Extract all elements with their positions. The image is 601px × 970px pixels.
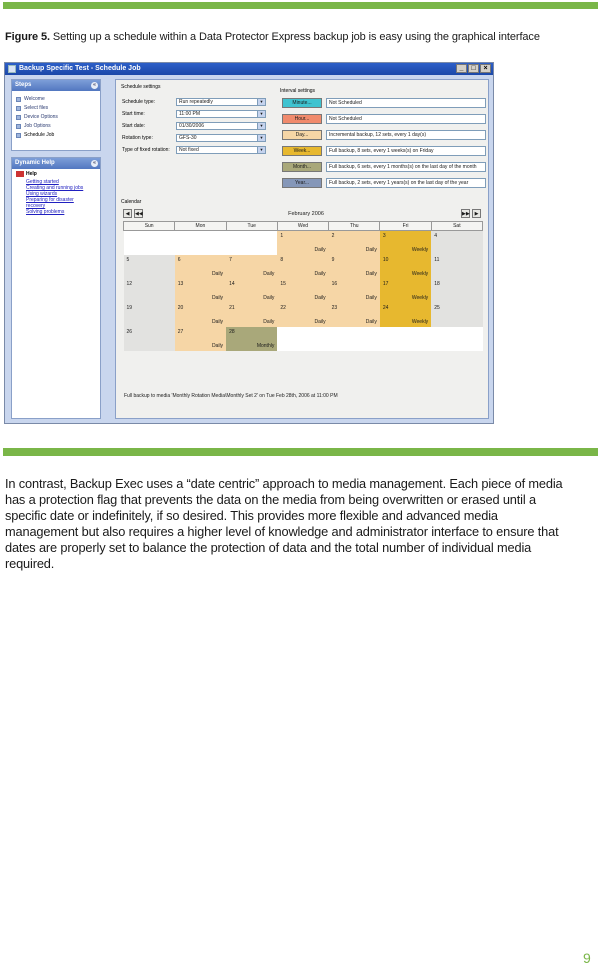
calendar-day[interactable] bbox=[226, 255, 277, 279]
help-link[interactable]: Using wizards bbox=[26, 191, 58, 197]
calendar-day[interactable] bbox=[431, 279, 482, 303]
day-job-label: Weekly bbox=[411, 247, 429, 253]
help-title bbox=[12, 169, 100, 179]
fixed-rotation-value: Not fixed bbox=[179, 147, 199, 153]
day-job-label: Daily bbox=[314, 319, 326, 325]
day-job-label: Daily bbox=[263, 319, 275, 325]
day-number: 25 bbox=[434, 305, 440, 311]
step-select-files[interactable] bbox=[12, 104, 100, 113]
calendar-day[interactable] bbox=[431, 255, 482, 279]
interval-value: Full backup, 6 sets, every 1 months(s) on the last day of the month bbox=[326, 162, 486, 172]
day-number: 13 bbox=[177, 281, 184, 287]
schedule-type-label: Schedule type: bbox=[122, 99, 156, 105]
calendar-day[interactable] bbox=[226, 303, 277, 327]
calendar-day[interactable] bbox=[329, 303, 380, 327]
calendar-week bbox=[124, 231, 483, 256]
start-time-label: Start time: bbox=[122, 111, 145, 117]
help-book-icon bbox=[16, 171, 24, 177]
app-icon bbox=[8, 65, 16, 73]
calendar-day[interactable] bbox=[329, 279, 380, 303]
weekday-header: Tue bbox=[226, 222, 277, 231]
day-number: 10 bbox=[382, 257, 389, 263]
day-number: 28 bbox=[229, 329, 235, 335]
calendar-day[interactable] bbox=[380, 255, 431, 279]
rotation-type-label: Rotation type: bbox=[122, 135, 153, 141]
day-number: 1 bbox=[280, 233, 284, 239]
schedule-icon bbox=[16, 133, 21, 138]
help-link[interactable]: Creating and running jobs bbox=[26, 185, 84, 191]
day-number: 5 bbox=[126, 257, 130, 263]
calendar-day[interactable] bbox=[431, 231, 482, 256]
day-number: 9 bbox=[331, 257, 335, 263]
day-number: 7 bbox=[229, 257, 232, 263]
body-line: specific date or indefinitely, if so desired. This provides more flexible and advanced media bbox=[5, 508, 498, 523]
body-line: has a protection flag that prevents the data on the media from being overwritten or erased until a bbox=[5, 492, 536, 507]
day-job-label: Daily bbox=[314, 271, 326, 277]
job-icon bbox=[16, 124, 21, 129]
day-job-label: Monthly bbox=[256, 343, 275, 349]
calendar-week bbox=[124, 279, 483, 303]
calendar-day[interactable] bbox=[329, 255, 380, 279]
body-line: dates are properly set to balance the protection of data and the total number of individual media bbox=[5, 540, 532, 555]
day-number: 12 bbox=[126, 281, 133, 287]
calendar-grid bbox=[123, 221, 483, 351]
figure-caption bbox=[5, 31, 540, 43]
dropdown-icon: ▼ bbox=[257, 99, 265, 105]
calendar-day[interactable] bbox=[175, 303, 226, 327]
day-number: 4 bbox=[434, 233, 437, 239]
calendar-day bbox=[277, 327, 328, 351]
day-job-label: Weekly bbox=[411, 271, 429, 277]
step-job-options[interactable] bbox=[12, 122, 100, 131]
day-number: 15 bbox=[280, 281, 286, 287]
weekday-header: Thu bbox=[329, 222, 380, 231]
body-paragraph bbox=[5, 476, 600, 572]
day-number: 11 bbox=[434, 257, 440, 263]
dropdown-icon: ▼ bbox=[257, 111, 265, 117]
figure-label: Figure 5. bbox=[5, 31, 50, 43]
close-button[interactable]: × bbox=[480, 64, 491, 73]
day-number: 3 bbox=[382, 233, 386, 239]
files-icon bbox=[16, 106, 21, 111]
next-month-button[interactable]: ▶ bbox=[472, 209, 481, 218]
step-schedule-job[interactable] bbox=[12, 131, 100, 140]
calendar-day[interactable] bbox=[277, 279, 328, 303]
interval-button[interactable]: Month... bbox=[282, 162, 322, 172]
day-number: 19 bbox=[126, 305, 133, 311]
interval-button[interactable]: Hour... bbox=[282, 114, 322, 124]
calendar-day[interactable] bbox=[329, 231, 380, 256]
fixed-rotation-select[interactable] bbox=[176, 146, 266, 154]
prev-month-button[interactable]: ◀ bbox=[123, 209, 132, 218]
page-number: 9 bbox=[583, 950, 591, 966]
day-job-label: Daily bbox=[263, 271, 275, 277]
calendar-day[interactable] bbox=[175, 255, 226, 279]
step-device-options[interactable] bbox=[12, 113, 100, 122]
calendar-day bbox=[175, 231, 226, 256]
weekday-header: Mon bbox=[175, 222, 226, 231]
weekday-header: Wed bbox=[277, 222, 328, 231]
weekday-header: Sun bbox=[124, 222, 175, 231]
maximize-button[interactable]: □ bbox=[468, 64, 479, 73]
day-number: 24 bbox=[382, 305, 389, 311]
calendar-week bbox=[124, 255, 483, 279]
weekday-header: Fri bbox=[380, 222, 431, 231]
calendar-day[interactable] bbox=[380, 303, 431, 327]
dropdown-icon: ▼ bbox=[257, 147, 265, 153]
steps-header-label: Steps bbox=[15, 82, 32, 88]
schedule-type-value: Run repeatedly bbox=[179, 99, 213, 105]
interval-settings-label: Interval settings bbox=[280, 88, 316, 94]
step-label: Job Options bbox=[24, 123, 51, 129]
day-number: 2 bbox=[331, 233, 335, 239]
start-date-input[interactable] bbox=[176, 122, 266, 130]
window-titlebar bbox=[5, 63, 493, 75]
day-number: 6 bbox=[177, 257, 181, 263]
day-number: 23 bbox=[331, 305, 338, 311]
day-number: 8 bbox=[280, 257, 284, 263]
calendar-day[interactable] bbox=[380, 279, 431, 303]
schedule-job-window bbox=[4, 62, 494, 424]
help-link[interactable]: Solving problems bbox=[26, 209, 65, 215]
step-label: Schedule Job bbox=[24, 132, 55, 138]
day-number: 18 bbox=[434, 281, 440, 287]
dynamic-help-pane bbox=[11, 157, 101, 419]
section-green-rule bbox=[3, 448, 598, 456]
day-number: 21 bbox=[229, 305, 235, 311]
help-link[interactable]: Preparing for disaster bbox=[26, 197, 74, 203]
calendar-day[interactable] bbox=[431, 303, 482, 327]
day-number: 27 bbox=[177, 329, 184, 335]
day-job-label: Daily bbox=[314, 247, 326, 253]
dropdown-icon: ▼ bbox=[257, 135, 265, 141]
calendar-day bbox=[380, 327, 431, 351]
rotation-type-value: GFS-30 bbox=[179, 135, 197, 141]
window-title: Backup Specific Test - Schedule Job bbox=[19, 65, 141, 72]
calendar-day bbox=[329, 327, 380, 351]
day-job-label: Weekly bbox=[411, 295, 429, 301]
dynamic-help-header-label: Dynamic Help bbox=[15, 160, 55, 166]
interval-value: Not Scheduled bbox=[326, 98, 486, 108]
day-job-label: Daily bbox=[365, 319, 377, 325]
interval-button[interactable]: Year... bbox=[282, 178, 322, 188]
calendar-week bbox=[124, 303, 483, 327]
day-number: 22 bbox=[280, 305, 286, 311]
dynamic-help-header bbox=[12, 158, 100, 169]
calendar-day[interactable] bbox=[380, 231, 431, 256]
day-job-label: Daily bbox=[365, 247, 377, 253]
interval-value: Incremental backup, 12 sets, every 1 day(s) bbox=[326, 130, 486, 140]
next-year-button[interactable]: ▶▶ bbox=[462, 211, 470, 217]
calendar-month: February 2006 bbox=[288, 211, 324, 217]
day-job-label: Daily bbox=[365, 271, 377, 277]
calendar-day[interactable] bbox=[277, 255, 328, 279]
day-job-label: Daily bbox=[211, 295, 224, 301]
day-number: 16 bbox=[331, 281, 338, 287]
body-line: management but also requires a higher level of knowledge and administrator interface to ensure that bbox=[5, 524, 559, 539]
calendar-day[interactable] bbox=[124, 279, 175, 303]
start-date-label: Start date: bbox=[122, 123, 146, 129]
fixed-rotation-label: Type of fixed rotation: bbox=[122, 147, 170, 153]
rotation-type-select[interactable] bbox=[176, 134, 266, 142]
interval-button[interactable]: Day... bbox=[282, 130, 322, 140]
day-job-label: Daily bbox=[365, 295, 377, 301]
body-line: In contrast, Backup Exec uses a “date centric” approach to media management. Each piece of media bbox=[5, 476, 563, 491]
calendar-day bbox=[226, 231, 277, 256]
schedule-status: Full backup to media 'Monthly Rotation Media\Monthly Set 2' on Tue Feb 28th, 2006 at 11:00 PM bbox=[124, 393, 338, 399]
calendar-day[interactable] bbox=[277, 303, 328, 327]
start-date-value: 01/30/2006 bbox=[179, 123, 205, 129]
day-job-label: Daily bbox=[263, 295, 275, 301]
day-number: 26 bbox=[126, 329, 133, 335]
schedule-settings-label: Schedule settings bbox=[121, 84, 161, 90]
minimize-button[interactable]: _ bbox=[456, 64, 467, 73]
day-job-label: Daily bbox=[211, 271, 224, 277]
calendar-day bbox=[431, 327, 482, 351]
collapse-icon[interactable]: « bbox=[91, 160, 98, 167]
interval-button[interactable]: Week... bbox=[282, 146, 322, 156]
step-label: Device Options bbox=[24, 114, 58, 120]
day-job-label: Weekly bbox=[411, 319, 429, 325]
welcome-icon bbox=[16, 97, 21, 102]
help-link[interactable]: Getting started bbox=[26, 179, 59, 185]
interval-value: Full backup, 8 sets, every 1 weeks(s) on Friday bbox=[326, 146, 486, 156]
step-label: Select files bbox=[24, 105, 49, 111]
step-label: Welcome bbox=[24, 96, 45, 102]
prev-year-button[interactable]: ◀◀ bbox=[135, 211, 143, 217]
interval-button[interactable]: Minute... bbox=[282, 98, 322, 108]
step-welcome[interactable] bbox=[12, 95, 100, 104]
day-job-label: Daily bbox=[211, 319, 224, 325]
device-icon bbox=[16, 115, 21, 120]
calendar-label: Calendar bbox=[121, 199, 142, 205]
day-job-label: Daily bbox=[211, 343, 224, 349]
day-number: 20 bbox=[177, 305, 184, 311]
body-line: required. bbox=[5, 556, 55, 571]
weekday-header: Sat bbox=[431, 222, 482, 231]
day-number: 17 bbox=[382, 281, 389, 287]
steps-header bbox=[12, 80, 100, 91]
interval-value: Full backup, 2 sets, every 1 years(s) on the last day of the year bbox=[326, 178, 486, 188]
calendar-day[interactable] bbox=[277, 231, 328, 256]
calendar-day bbox=[124, 231, 175, 256]
steps-pane bbox=[11, 79, 101, 151]
start-time-value: 11:00 PM bbox=[179, 111, 201, 117]
dropdown-icon: ▼ bbox=[257, 123, 265, 129]
calendar-day[interactable] bbox=[226, 327, 277, 351]
calendar-day[interactable] bbox=[124, 303, 175, 327]
main-pane bbox=[115, 79, 489, 419]
calendar-day[interactable] bbox=[226, 279, 277, 303]
day-number: 14 bbox=[229, 281, 235, 287]
start-time-input[interactable] bbox=[176, 110, 266, 118]
help-title-label: Help bbox=[26, 171, 37, 177]
figure-caption-text: Setting up a schedule within a Data Protector Express backup job is easy using the graphical interface bbox=[52, 31, 540, 43]
day-job-label: Daily bbox=[314, 295, 326, 301]
calendar-day[interactable] bbox=[124, 255, 175, 279]
schedule-type-select[interactable] bbox=[176, 98, 266, 106]
collapse-icon[interactable]: « bbox=[91, 82, 98, 89]
calendar-week bbox=[124, 327, 483, 351]
top-green-rule bbox=[3, 2, 598, 9]
interval-value: Not Scheduled bbox=[326, 114, 486, 124]
calendar-day[interactable] bbox=[175, 279, 226, 303]
calendar-day[interactable] bbox=[175, 327, 226, 351]
calendar-day[interactable] bbox=[124, 327, 175, 351]
help-link[interactable]: recovery bbox=[26, 203, 46, 209]
